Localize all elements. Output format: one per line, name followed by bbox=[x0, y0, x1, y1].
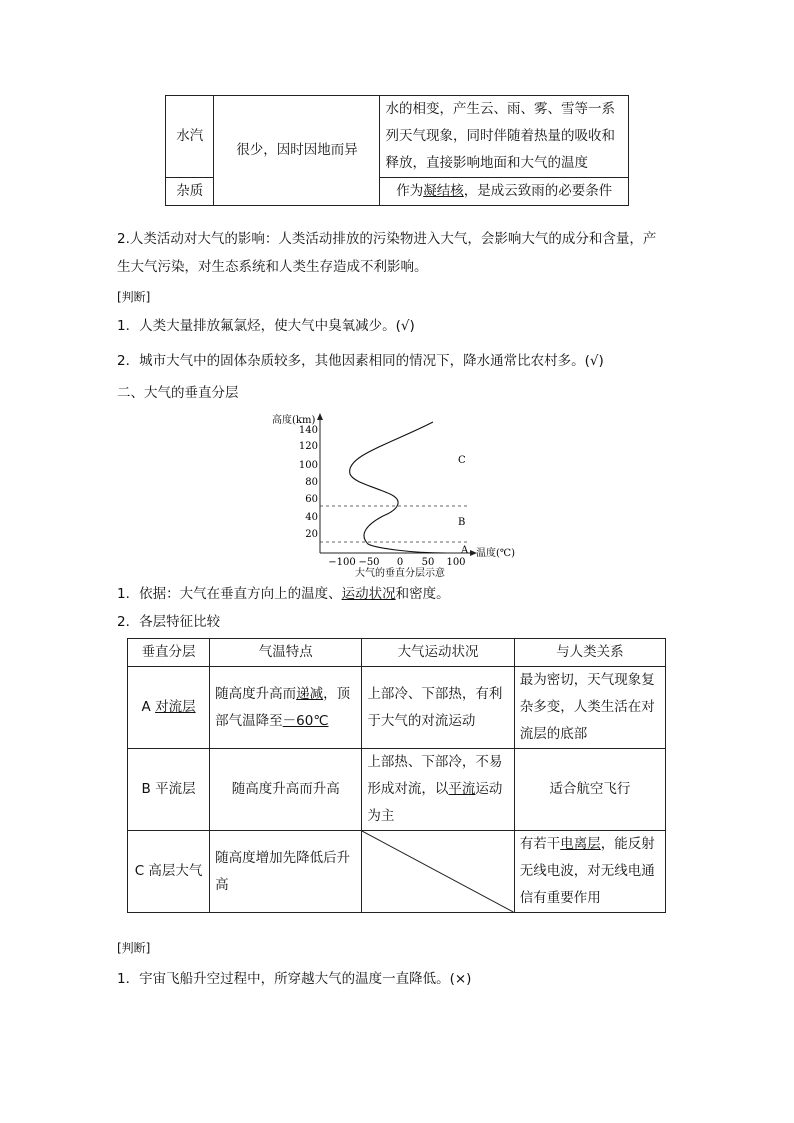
x-tick-label: 50 bbox=[421, 557, 435, 568]
layer-label-b: B bbox=[458, 517, 466, 528]
table-cell bbox=[210, 667, 362, 749]
table-cell: 杂质 bbox=[166, 178, 214, 206]
cell-text: 随高度升高而 bbox=[215, 685, 297, 702]
table-cell: 水汽 bbox=[166, 96, 214, 178]
table-cell bbox=[514, 831, 665, 913]
paragraph-line: 2.人类活动对大气的影响：人类活动排放的污染物进入大气，会影响大气的成分和含量，产 bbox=[117, 231, 657, 247]
table-cell: 最为密切，天气现象复杂多变，人类生活在对流层的底部 bbox=[514, 667, 665, 749]
judge-label: [判断] bbox=[117, 941, 151, 955]
paragraph-line: 生大气污染，对生态系统和人类生存造成不利影响。 bbox=[117, 259, 428, 275]
vertical-layer-figure bbox=[260, 408, 530, 580]
x-tick-label: 0 bbox=[396, 557, 404, 568]
table-cell bbox=[362, 749, 514, 831]
cell-text: 上部热、下部冷，不易形成对流，以 bbox=[367, 754, 503, 797]
composition-table bbox=[165, 95, 629, 206]
y-tick-label: 120 bbox=[298, 441, 318, 452]
cell-text-underlined: 平流 bbox=[448, 781, 476, 797]
column-header: 大气运动状况 bbox=[362, 639, 514, 667]
table-header-row bbox=[128, 639, 666, 667]
table-cell: 随高度升高而升高 bbox=[210, 749, 362, 831]
y-tick-label: 140 bbox=[298, 425, 318, 436]
cell-text: ，能反射无线电波，对无线电通信有重要作用 bbox=[519, 836, 655, 906]
y-tick-label: 60 bbox=[305, 494, 318, 505]
empty-diagonal-cell bbox=[362, 831, 514, 913]
column-header: 气温特点 bbox=[210, 639, 362, 667]
x-tick-label: −100 bbox=[328, 557, 356, 568]
judge-label: [判断] bbox=[117, 290, 151, 304]
temperature-curve bbox=[350, 422, 446, 553]
cell-text: 作为 bbox=[396, 183, 424, 199]
layer-comparison-table bbox=[127, 638, 666, 913]
basis-underlined: 运动状况 bbox=[341, 586, 396, 602]
table-row bbox=[128, 749, 666, 831]
cell-text-underlined: －60℃ bbox=[282, 712, 329, 729]
judge-item: 1．人类大量排放氟氯烃，使大气中臭氧减少。(√) bbox=[117, 318, 415, 334]
table-row bbox=[128, 831, 666, 913]
cell-text: ，是成云致雨的必要条件 bbox=[463, 183, 613, 199]
cell-text: 有若干 bbox=[519, 836, 561, 852]
cell-text: ，顶部气温降至 bbox=[215, 685, 351, 729]
y-axis-arrow bbox=[317, 413, 323, 420]
x-axis-label: 温度(℃) bbox=[476, 548, 515, 559]
layer-label-c: C bbox=[458, 455, 466, 466]
table-cell: 上部冷、下部热，有利于大气的对流运动 bbox=[362, 667, 514, 749]
table-cell: 适合航空飞行 bbox=[514, 749, 665, 831]
cell-text-underlined: 递减 bbox=[296, 685, 324, 702]
basis-line bbox=[117, 581, 450, 608]
judge-item: 2．城市大气中的固体杂质较多，其他因素相同的情况下，降水通常比农村多。(√) bbox=[117, 353, 604, 369]
cell-text: 运动为主 bbox=[367, 781, 503, 824]
basis-text: 和密度。 bbox=[395, 586, 450, 602]
cell-text: A bbox=[141, 699, 156, 715]
table-cell: 水的相变，产生云、雨、雾、雪等一系列天气现象，同时伴随着热量的吸收和释放，直接影响地面和大气的温度 bbox=[380, 96, 629, 178]
table-cell: 随高度增加先降低后升高 bbox=[210, 831, 362, 913]
table-row bbox=[166, 96, 629, 178]
x-tick-label: 100 bbox=[446, 557, 466, 568]
y-tick-label: 100 bbox=[298, 460, 318, 471]
table-cell bbox=[380, 178, 629, 206]
y-axis-label: 高度(km) bbox=[272, 415, 316, 426]
compare-title: 2．各层特征比较 bbox=[117, 614, 221, 630]
diagonal-line bbox=[362, 831, 513, 912]
y-tick-label: 20 bbox=[305, 529, 318, 540]
judge-item: 1．宇宙飞船升空过程中，所穿越大气的温度一直降低。(×) bbox=[117, 971, 472, 987]
y-tick-label: 40 bbox=[305, 512, 318, 523]
x-tick-label: −50 bbox=[358, 557, 380, 568]
section-title: 二、大气的垂直分层 bbox=[117, 385, 239, 401]
table-cell bbox=[128, 667, 210, 749]
table-cell: C 高层大气 bbox=[128, 831, 210, 913]
cell-text-underlined: 电离层 bbox=[560, 836, 601, 852]
table-row bbox=[128, 667, 666, 749]
cell-text-underlined: 凝结核 bbox=[423, 183, 464, 199]
column-header: 与人类关系 bbox=[514, 639, 665, 667]
basis-text: 1．依据：大气在垂直方向上的温度、 bbox=[117, 586, 342, 602]
figure-caption: 大气的垂直分层示意 bbox=[355, 568, 445, 579]
table-cell: B 平流层 bbox=[128, 749, 210, 831]
table-cell: 很少，因时因地而异 bbox=[214, 96, 380, 206]
column-header: 垂直分层 bbox=[128, 639, 210, 667]
layer-label-a: A bbox=[461, 545, 469, 556]
y-tick-label: 80 bbox=[305, 477, 318, 488]
cell-text-underlined: 对流层 bbox=[155, 699, 196, 715]
